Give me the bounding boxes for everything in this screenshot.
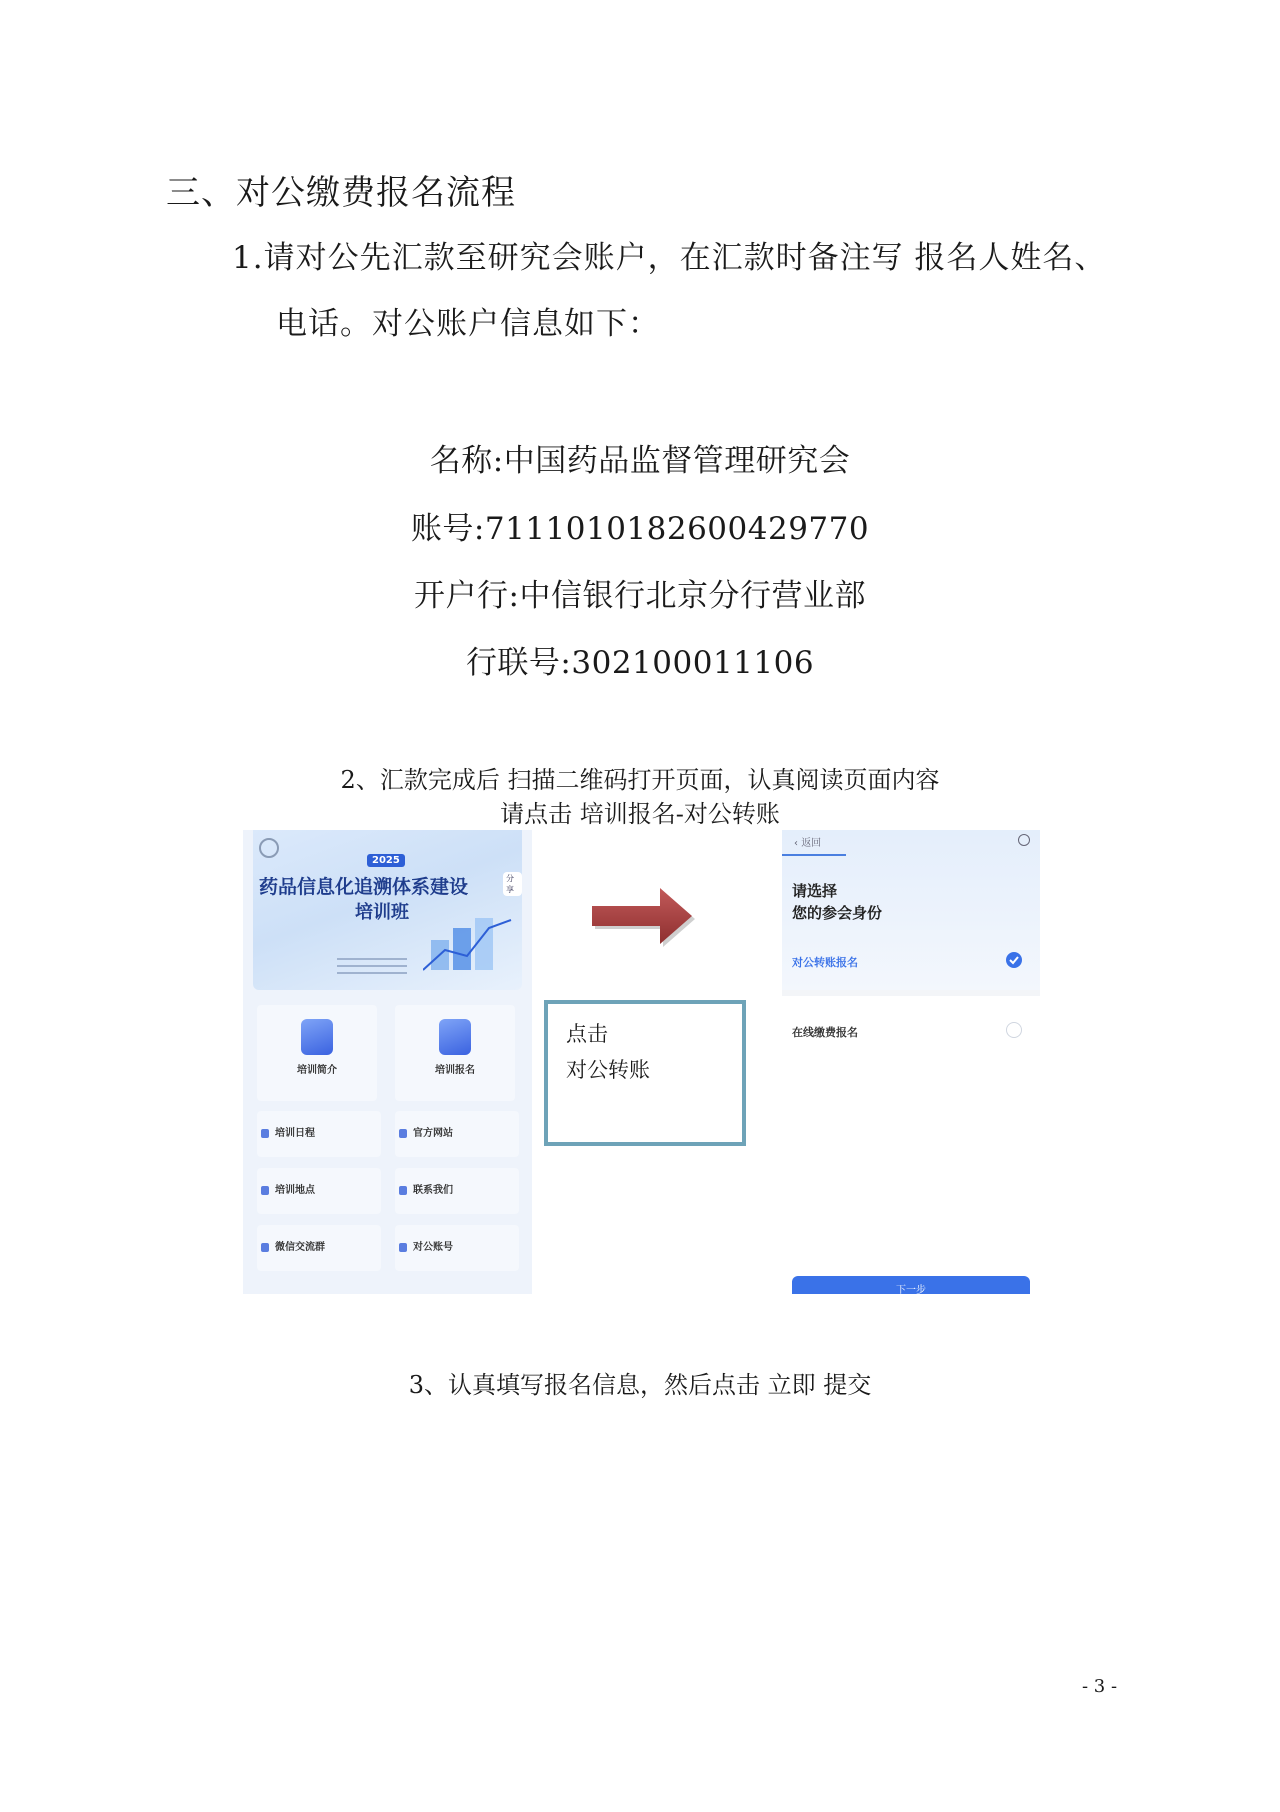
account-bank: 开户行:中信银行北京分行营业部 (414, 578, 866, 614)
option-online-radio-icon[interactable] (1006, 1022, 1022, 1038)
banner-subtitle: 培训班 (355, 902, 409, 923)
chat-icon (261, 1243, 269, 1252)
banner-title: 药品信息化追溯体系建设 (259, 876, 469, 898)
banner-text-lines (337, 958, 407, 979)
step1-line2: 电话。对公账户信息如下： (276, 306, 660, 342)
edit-document-icon (439, 1019, 471, 1055)
identity-question-line1: 请选择 (792, 882, 838, 900)
globe-icon (399, 1129, 407, 1138)
tile-corporate-account[interactable]: 对公账号 (395, 1225, 519, 1271)
account-bank-code: 行联号:302100011106 (465, 645, 815, 681)
document-icon (301, 1019, 333, 1055)
step3: 3、认真填写报名信息，然后点击 立即 提交 (408, 1371, 872, 1399)
section-title: 三、对公缴费报名流程 (166, 173, 516, 213)
home-screenshot (243, 830, 532, 1294)
identity-select-screenshot (782, 830, 1040, 1294)
year-badge: 2025 (367, 854, 405, 867)
tab-indicator (782, 854, 846, 856)
step2-line2: 请点击 培训报名-对公转账 (500, 800, 780, 828)
tech-illustration-icon (423, 910, 513, 980)
page-number: - 3 - (1082, 1676, 1118, 1697)
settings-icon[interactable] (1018, 834, 1030, 846)
option-corporate-check-icon[interactable] (1006, 952, 1022, 968)
identity-question-line2: 您的参会身份 (792, 904, 883, 922)
logo-icon (259, 838, 279, 858)
step1-line1: 1.请对公先汇款至研究会账户，在汇款时备注写 报名人姓名、 (232, 240, 1107, 276)
tile-training-intro[interactable]: 培训简介 (257, 1005, 377, 1101)
option-corporate-transfer[interactable]: 对公转账报名 (792, 956, 858, 969)
location-icon (261, 1186, 269, 1195)
callout-line2: 对公转账 (566, 1058, 650, 1082)
bank-card-icon (399, 1243, 407, 1252)
account-number: 账号:7111010182600429770 (410, 511, 870, 547)
step2-line1: 2、汇款完成后 扫描二维码打开页面，认真阅读页面内容 (340, 766, 940, 794)
arrow-right-icon (588, 880, 698, 950)
tile-official-site[interactable]: 官方网站 (395, 1111, 519, 1157)
next-button[interactable]: 下一步 (792, 1276, 1030, 1294)
tile-location[interactable]: 培训地点 (257, 1168, 381, 1214)
back-button[interactable]: ‹ 返回 (794, 838, 822, 849)
tile-wechat-group[interactable]: 微信交流群 (257, 1225, 381, 1271)
callout-box (544, 1000, 746, 1146)
account-name: 名称:中国药品监督管理研究会 (429, 443, 851, 479)
share-button[interactable]: 分享 (503, 872, 522, 896)
option-divider (782, 990, 1040, 996)
tile-schedule[interactable]: 培训日程 (257, 1111, 381, 1157)
tile-training-signup[interactable]: 培训报名 (395, 1005, 515, 1101)
training-banner (253, 830, 522, 990)
option-online-payment[interactable]: 在线缴费报名 (792, 1026, 858, 1039)
tile-contact[interactable]: 联系我们 (395, 1168, 519, 1214)
phone-icon (399, 1186, 407, 1195)
callout-line1: 点击 (566, 1022, 608, 1046)
calendar-icon (261, 1129, 269, 1138)
